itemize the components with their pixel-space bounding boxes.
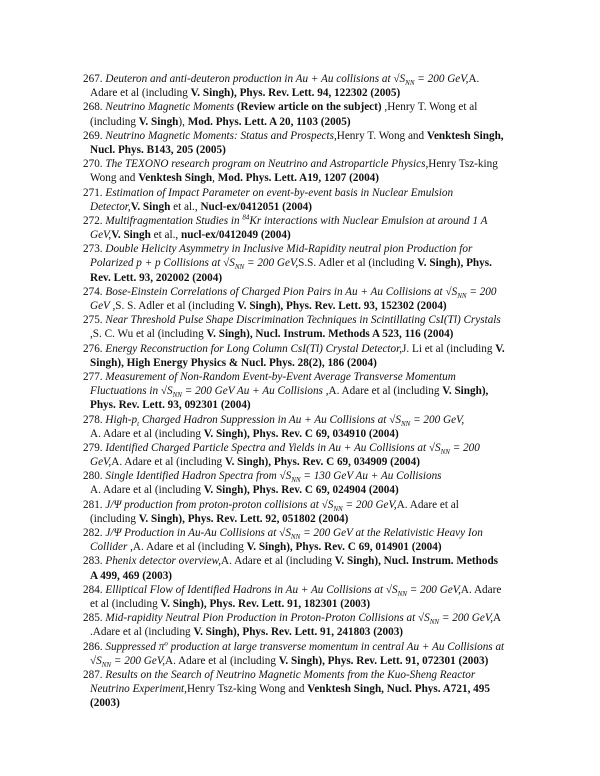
plain-text: 275. — [83, 314, 106, 327]
reference-line — [83, 498, 528, 512]
plain-text: J. Li et al (including — [402, 342, 496, 355]
reference-entry — [83, 526, 528, 554]
plain-text: , — [212, 172, 218, 185]
plain-text: Adare et al (including — [90, 87, 191, 100]
italic-text: Estimation of Impact Parameter on event-by-event basis in Nuclear Emulsion — [105, 186, 454, 199]
plain-text: Wong and — [90, 172, 139, 185]
subscript-text — [102, 655, 111, 667]
bold-text: V. Singh), Phys. Rev. C 69, 014901 (2004) — [246, 541, 442, 554]
reference-entry — [83, 129, 528, 157]
plain-text: 267. — [83, 73, 106, 85]
italic-text: Multifragmentation Studies in — [105, 214, 243, 227]
reference-line — [83, 441, 528, 455]
reference-line — [83, 413, 528, 427]
italic-text: Deuteron and anti-deuteron production in Au + Au collisions at √S — [105, 73, 406, 85]
reference-line — [83, 129, 528, 143]
plain-text: et al., — [150, 229, 181, 242]
reference-entry — [83, 668, 528, 711]
plain-text: S.S. Adler et al (including — [298, 257, 418, 270]
italic-text: Neutrino Magnetic Moments — [105, 101, 235, 114]
reference-entry — [83, 413, 528, 441]
reference-line — [83, 86, 528, 100]
plain-text: A. Adare et al (including — [221, 555, 335, 568]
reference-line — [83, 625, 528, 639]
reference-entry — [83, 285, 528, 313]
italic-text: = 200 — [449, 441, 480, 454]
reference-line — [83, 143, 528, 157]
reference-line — [83, 469, 528, 483]
reference-entry — [83, 100, 528, 128]
italic-text: Suppressed π — [105, 640, 165, 653]
plain-text: 277. — [83, 370, 106, 383]
reference-line — [83, 171, 528, 185]
subscript-text — [398, 584, 407, 596]
italic-text: = 200 GeV, — [439, 612, 494, 625]
italic-text: GeV, — [90, 229, 112, 242]
subscript-value: t — [137, 419, 140, 428]
italic-text: Results on the Search of Neutrino Magnetic Moments from the Kuo-Sheng Reactor — [105, 668, 476, 681]
reference-line — [83, 313, 528, 327]
italic-text: Detector, — [90, 200, 131, 213]
reference-line — [83, 342, 528, 356]
plain-text: ,Henry T. Wong et al — [381, 101, 478, 114]
reference-entry — [83, 370, 528, 413]
italic-text: Double Helicity Asymmetry in Inclusive Mid-Rapidity neutral pion Production for — [105, 243, 473, 256]
italic-text: The TEXONO research program on Neutrino and Astroparticle Physics, — [105, 158, 429, 171]
subscript-value: NN — [234, 263, 245, 272]
italic-text: = 200 GeV at the Relativistic Heavy Ion — [300, 527, 483, 539]
subscript-text — [172, 385, 182, 400]
subscript-text — [290, 527, 301, 542]
italic-text: Neutrino Magnetic Moments: Status and Prospects, — [105, 129, 337, 142]
plain-text: 284. — [83, 583, 106, 596]
bold-text: V. Singh), Phys. — [417, 257, 492, 270]
plain-text: A. Adare et al (including — [90, 484, 204, 497]
reference-line — [83, 356, 528, 370]
bold-text: nucl-ex/0412049 (2004) — [180, 229, 291, 242]
plain-text: (including — [90, 512, 139, 525]
plain-text: Henry Tsz-king — [428, 158, 498, 171]
italic-text: Neutrino Experiment, — [90, 683, 187, 696]
subscript-value: NN — [101, 660, 112, 669]
reference-line — [83, 72, 528, 86]
reference-entry — [83, 342, 528, 370]
italic-text: Mid-rapidity Neutral Pion Production in Proton-Proton Collisions at √S — [105, 612, 430, 625]
plain-text: .Adare et al (including — [90, 626, 194, 639]
plain-text: 286. — [83, 640, 106, 653]
bold-text: V. Singh), — [206, 328, 256, 341]
plain-text: 278. — [83, 413, 106, 426]
bold-text: V. Singh — [138, 115, 179, 128]
reference-line — [83, 186, 528, 200]
plain-text: A. Adare et al (including — [165, 654, 279, 667]
bold-text: V. Singh), — [442, 385, 489, 398]
plain-text: Henry Tsz-king Wong and — [186, 683, 308, 696]
reference-entry — [83, 498, 528, 526]
italic-text: Fluctuations in √S — [90, 385, 173, 398]
reference-entry — [83, 441, 528, 469]
reference-line — [83, 256, 528, 270]
bold-text: V. Singh), Phys. Rev. Lett. 91, 182301 (2003) — [160, 597, 371, 610]
italic-text: Identified Charged Particle Spectra and Yields in Au + Au Collisions at √S — [105, 441, 441, 454]
plain-text: ,S. C. Wu et al (including — [90, 328, 207, 341]
italic-text: Phenix detector overview, — [105, 555, 222, 568]
italic-text: Near Threshold Pulse Shape Discrimination Techniques in Scintillating CsI(Tl) Crystals — [105, 314, 501, 327]
reference-line — [83, 483, 528, 497]
reference-line — [83, 597, 528, 611]
reference-line — [83, 455, 528, 469]
italic-text: = 200 GeV Au + Au Collisions — [181, 385, 326, 398]
plain-text: 280. — [83, 470, 106, 483]
reference-entry — [83, 186, 528, 214]
subscript-text — [234, 257, 245, 272]
italic-text: = 200 GeV, — [342, 498, 397, 511]
plain-text: et al (including — [90, 597, 161, 610]
reference-line — [83, 398, 528, 412]
italic-text: GeV, — [90, 456, 112, 469]
plain-text: 268. — [83, 101, 106, 114]
reference-line — [83, 569, 528, 583]
bold-text: V. Singh — [130, 200, 171, 213]
subscript-value: NN — [291, 476, 301, 485]
bold-text: V. Singh), Phys. Rev. Lett. 91, 241803 (2003) — [193, 626, 404, 639]
italic-text: GeV — [90, 300, 113, 312]
italic-text: Energy Reconstruction for Long Column CsI(Tl) Crystal Detector, — [105, 342, 403, 355]
italic-text: = 200 GeV, — [111, 654, 166, 667]
reference-entry — [83, 583, 528, 611]
reference-entry — [83, 313, 528, 341]
reference-line — [83, 427, 528, 441]
reference-entry — [83, 640, 528, 668]
italic-text: Charged Hadron Suppression in Au + Au Collisions at √S — [139, 413, 401, 426]
reference-line — [83, 526, 528, 540]
subscript-text — [401, 414, 410, 426]
reference-entry — [83, 469, 528, 497]
bold-text: V. Singh), Phys. Rev. C 69, 034910 (2004) — [203, 427, 399, 440]
plain-text: 285. — [83, 612, 106, 625]
bold-text: V. Singh), Phys. Rev. Lett. 92, 051802 (2004) — [138, 512, 349, 525]
bold-text: Rev. Lett. 93, 202002 (2004) — [90, 271, 223, 284]
bold-text: V. Singh), Phys. Rev. C 69, 024904 (2004) — [203, 484, 399, 497]
reference-line — [83, 327, 528, 341]
plain-text: 279. — [83, 441, 106, 454]
plain-text: A. Adare et al — [396, 498, 459, 511]
bold-text: Singh), High Energy Physics & Nucl. Phys. 28(2), 186 (2004) — [90, 356, 377, 369]
bold-text: V. Singh), Phys. Rev. Lett. 94, 122302 (2005) — [190, 87, 401, 100]
subscript-value: NN — [333, 504, 343, 513]
bold-text: V. — [495, 342, 505, 355]
bold-text: Nucl. Phys. B143, 205 (2005) — [90, 143, 226, 156]
reference-line — [83, 242, 528, 256]
reference-line — [83, 512, 528, 526]
subscript-value: NN — [440, 448, 450, 457]
reference-line — [83, 554, 528, 568]
subscript-value: NN — [429, 618, 440, 627]
subscript-value: NN — [172, 391, 182, 400]
reference-line — [83, 214, 528, 228]
bold-text: (Review article on the subject) — [234, 101, 382, 114]
plain-text: A — [493, 612, 502, 625]
subscript-value: NN — [405, 79, 415, 88]
reference-line — [83, 668, 528, 682]
bold-text: Mod. Phys. Lett. A19, 1207 (2004) — [217, 172, 379, 185]
italic-text: √S — [90, 654, 102, 667]
reference-line — [83, 640, 528, 654]
plain-text: ,S. S. Adler et al (including — [112, 300, 238, 312]
plain-text: A. Adare — [460, 583, 502, 596]
reference-line — [83, 611, 528, 625]
reference-line — [83, 540, 528, 554]
plain-text: A. Adare et al (including — [111, 456, 225, 469]
subscript-text — [429, 612, 440, 627]
plain-text: 287. — [83, 668, 106, 681]
reference-line — [83, 370, 528, 384]
bold-text: V. Singh), Phys. Rev. Lett. 91, 072301 (2003) — [278, 654, 489, 667]
subscript-text — [333, 499, 342, 511]
bold-text: Venktesh Singh — [138, 172, 213, 185]
subscript-text — [440, 442, 450, 457]
reference-line — [83, 682, 528, 696]
italic-text: = 200 GeV, — [414, 73, 469, 85]
italic-text: High-p — [105, 413, 138, 426]
bold-text: V. Singh), Nucl. Instrum. Methods — [334, 555, 499, 568]
subscript-text — [457, 286, 467, 301]
plain-text: ,A. Adare et al (including — [130, 541, 247, 554]
plain-text: 281. — [83, 498, 106, 511]
plain-text: 276. — [83, 342, 106, 355]
bold-text: V. Singh — [111, 229, 151, 242]
bold-text: Venktesh Singh, Nucl. Phys. A721, 495 — [307, 683, 490, 696]
reference-line — [83, 271, 528, 285]
plain-text: ), — [178, 115, 188, 128]
italic-text: Measurement of Non-Random Event-by-Event Average Transverse Momentum — [105, 370, 456, 383]
italic-text: = 130 GeV Au + Au Collisions — [300, 470, 442, 483]
reference-line — [83, 654, 528, 668]
plain-text: 274. — [83, 285, 106, 298]
bold-text: V. Singh), Phys. Rev. Lett. 93, 152302 (2004) — [237, 300, 447, 312]
italic-text: Collider — [90, 541, 131, 554]
reference-line — [83, 157, 528, 171]
subscript-value: NN — [290, 533, 301, 542]
plain-text: Henry T. Wong and — [336, 129, 427, 142]
plain-text: 271. — [83, 186, 106, 199]
italic-text: Bose-Einstein Correlations of Charged Pion Pairs in Au + Au Collisions at √S — [105, 285, 458, 298]
italic-text: Single Identified Hadron Spectra from √S — [105, 470, 292, 483]
plain-text: (including — [90, 115, 139, 128]
reference-line — [83, 115, 528, 129]
reference-line — [83, 299, 528, 313]
italic-text: Elliptical Flow of Identified Hadrons in Au + Au Collisions at √S — [105, 583, 398, 596]
italic-text: production at large transverse momentum in central Au + Au Collisions at — [167, 640, 505, 653]
italic-text: = 200 GeV, — [410, 413, 465, 426]
plain-text: 273. — [83, 243, 106, 256]
reference-entry — [83, 242, 528, 285]
subscript-value: NN — [397, 589, 407, 598]
plain-text: 269. — [83, 129, 106, 142]
reference-line — [83, 228, 528, 242]
reference-entry — [83, 214, 528, 242]
reference-entry — [83, 157, 528, 185]
plain-text: 270. — [83, 158, 106, 171]
italic-text: J/Ψ production from proton-proton collisions at √S — [105, 498, 334, 511]
bold-text: A 499, 469 (2003) — [90, 569, 173, 582]
reference-line — [83, 200, 528, 214]
reference-line — [83, 384, 528, 398]
italic-text: = 200 — [466, 285, 497, 298]
italic-text: = 200 GeV, — [244, 257, 299, 270]
plain-text: A. Adare et al (including — [90, 427, 204, 440]
italic-text: = 200 GeV, — [406, 583, 461, 596]
italic-text: Kr interactions with Nuclear Emulsion at around 1 A — [249, 214, 488, 227]
bold-text: Phys. Rev. Lett. 93, 092301 (2004) — [90, 399, 251, 412]
superscript-value: o — [164, 638, 168, 647]
bold-text: V. Singh), Phys. Rev. C 69, 034909 (2004) — [224, 456, 420, 469]
subscript-text — [405, 73, 415, 88]
bold-text: Nucl. Instrum. Methods A 523, 116 (2004) — [255, 328, 454, 341]
reference-line — [83, 583, 528, 597]
subscript-value: NN — [400, 419, 411, 428]
italic-text: Polarized p + p Collisions at √S — [90, 257, 235, 270]
plain-text: A. — [468, 73, 480, 85]
plain-text: ,A. Adare et al (including — [325, 385, 443, 398]
reference-entry — [83, 611, 528, 639]
reference-line — [83, 100, 528, 114]
italic-text: J/Ψ Production in Au-Au Collisions at √S — [105, 527, 291, 539]
plain-text: 272. — [83, 214, 106, 227]
bold-text: Venktesh Singh, — [426, 129, 504, 142]
subscript-value: NN — [457, 292, 467, 301]
plain-text: 283. — [83, 555, 106, 568]
subscript-text — [291, 470, 301, 485]
reference-entry — [83, 554, 528, 582]
bold-text: Mod. Phys. Lett. A 20, 1103 (2005) — [187, 115, 351, 128]
plain-text: et al., — [170, 200, 201, 213]
reference-list — [83, 72, 528, 710]
superscript-value: 84 — [242, 213, 250, 222]
bold-text: (2003) — [90, 697, 120, 710]
bold-text: Nucl-ex/0412051 (2004) — [200, 200, 313, 213]
reference-line — [83, 285, 528, 299]
reference-entry — [83, 72, 528, 100]
reference-line — [83, 696, 528, 710]
plain-text: 282. — [83, 527, 106, 539]
